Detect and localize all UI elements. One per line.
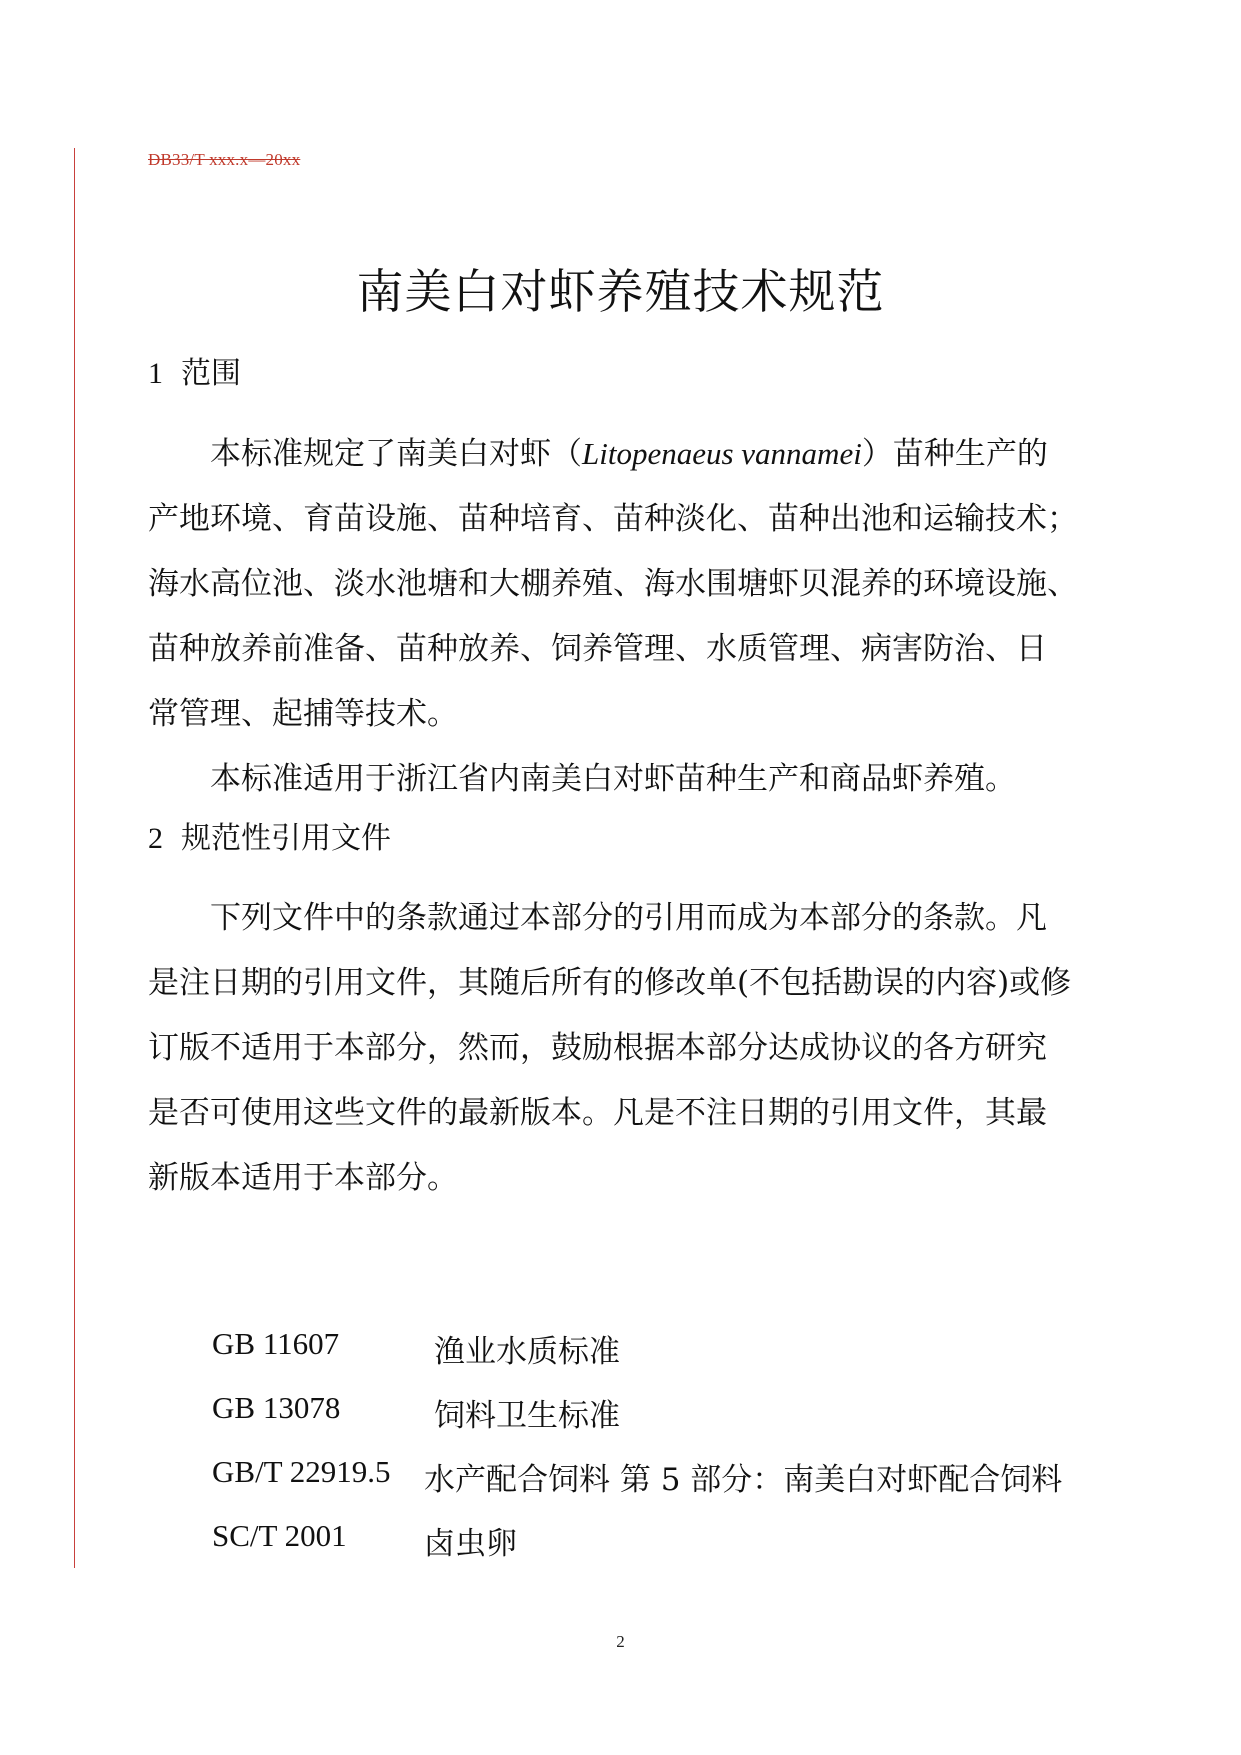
section-1-title: 范围	[181, 356, 241, 391]
reference-name: 卤虫卵	[424, 1526, 517, 1562]
section-2-body	[148, 886, 1133, 1211]
page-number: 2	[616, 1632, 625, 1651]
section-2-line-2: 是注日期的引用文件，其随后所有的修改单(不包括勘误的内容)或修	[148, 965, 1072, 1001]
section-2-title: 规范性引用文件	[181, 821, 391, 856]
reference-code: GB 13078	[212, 1390, 341, 1425]
section-1-body	[148, 421, 1133, 812]
section-1-line-4: 苗种放养前准备、苗种放养、饲养管理、水质管理、病害防治、日	[148, 631, 1047, 667]
reference-code: SC/T 2001	[212, 1518, 347, 1553]
section-1-line-5: 常管理、起捕等技术。	[148, 696, 458, 732]
reference-code: GB 11607	[212, 1326, 340, 1361]
section-2-line-3: 订版不适用于本部分，然而，鼓励根据本部分达成协议的各方研究	[148, 1030, 1047, 1066]
reference-name: 渔业水质标准	[434, 1334, 620, 1370]
section-1-line-1	[148, 421, 1133, 487]
section-1-heading	[148, 348, 241, 392]
section-2-line-1: 下列文件中的条款通过本部分的引用而成为本部分的条款。凡	[210, 900, 1047, 936]
section-2-heading	[148, 813, 391, 857]
reference-name: 水产配合饲料 第 5 部分：南美白对虾配合饲料	[424, 1462, 1063, 1498]
section-1-line-3: 海水高位池、淡水池塘和大棚养殖、海水围塘虾贝混养的环境设施、	[148, 566, 1078, 602]
section-2-line-4: 是否可使用这些文件的最新版本。凡是不注日期的引用文件，其最	[148, 1095, 1047, 1131]
text-span: ）苗种生产的	[861, 436, 1048, 472]
text-span: 本标准规定了南美白对虾（	[210, 436, 582, 472]
reference-name: 饲料卫生标准	[434, 1398, 620, 1434]
reference-code: GB/T 22919.5	[212, 1454, 391, 1489]
section-1-line-2: 产地环境、育苗设施、苗种培育、苗种淡化、苗种出池和运输技术；	[148, 501, 1078, 537]
margin-rule	[74, 148, 75, 1568]
section-2-number: 2	[148, 822, 163, 855]
species-latin-name: Litopenaeus vannamei	[582, 436, 862, 471]
section-2-line-5: 新版本适用于本部分。	[148, 1160, 458, 1196]
document-title: 南美白对虾养殖技术规范	[356, 265, 885, 320]
section-1-paragraph-2: 本标准适用于浙江省内南美白对虾苗种生产和商品虾养殖。	[210, 761, 1016, 797]
document-code: DB33/T xxx.x—20xx	[148, 150, 301, 169]
section-1-number: 1	[148, 357, 163, 390]
